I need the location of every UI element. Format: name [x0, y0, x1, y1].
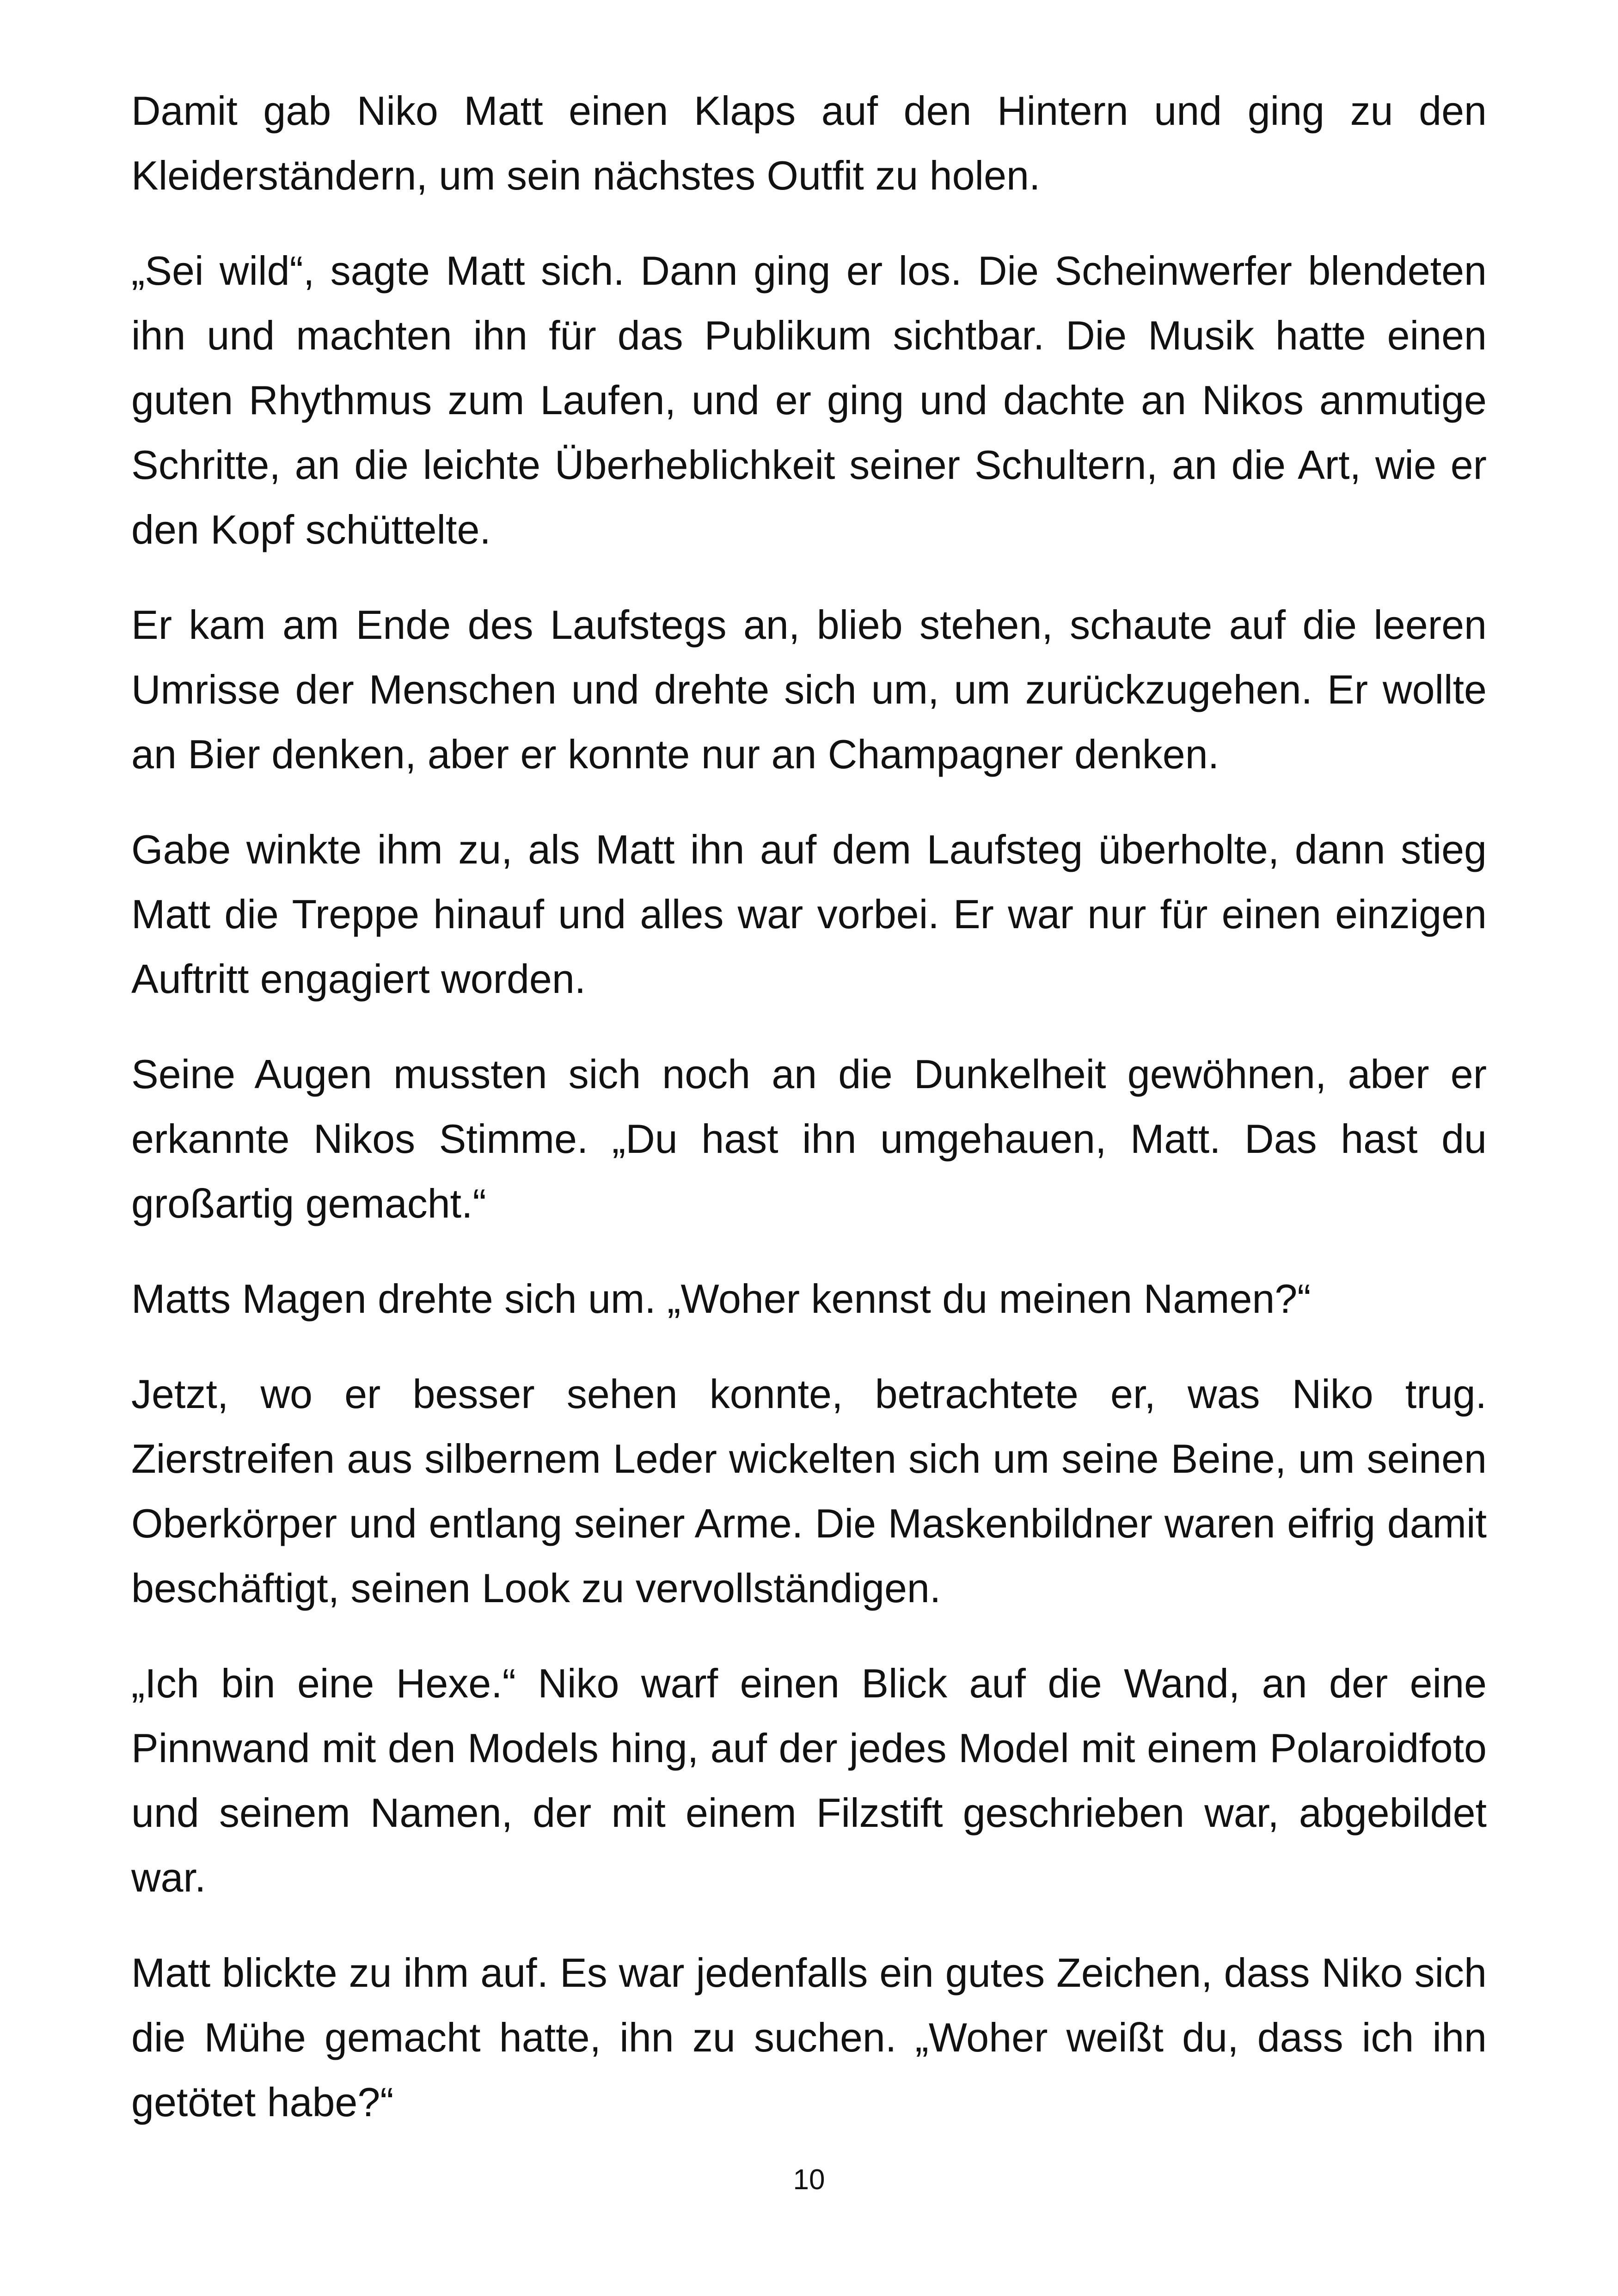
paragraph-2: „Sei wild“, sagte Matt sich. Dann ging er los. Die Scheinwerfer blendeten ihn und machten ihn für das Publikum sichtbar. Die Musik hatte einen guten Rhythmus zum Laufen, und er ging und dachte an Nikos anmutige Schritte, an die leichte Überheblichkeit seiner Schultern, an die Art, wie er den Kopf schüttelte.: [131, 248, 1487, 552]
paragraph-3: Er kam am Ende des Laufstegs an, blieb stehen, schaute auf die leeren Umrisse der Menschen und drehte sich um, um zurückzugehen. Er wollte an Bier denken, aber er konnte nur an Champagner denken.: [131, 602, 1487, 777]
paragraph-6: Matts Magen drehte sich um. „Woher kennst du meinen Namen?“: [131, 1276, 1311, 1322]
paragraph-9: Matt blickte zu ihm auf. Es war jedenfalls ein gutes Zeichen, dass Niko sich die Mühe gemacht hatte, ihn zu suchen. „Woher weißt du, dass ich ihn getötet habe?“: [131, 1950, 1487, 2125]
paragraph-7: Jetzt, wo er besser sehen konnte, betrachtete er, was Niko trug. Zierstreifen aus silbernem Leder wickelten sich um seine Beine, um seinen Oberkörper und entlang seiner Arme. Die Maskenbildner waren eifrig damit beschäftigt, seinen Look zu vervollständigen.: [131, 1371, 1487, 1611]
body-text: [131, 79, 1487, 2165]
paragraph-8: „Ich bin eine Hexe.“ Niko warf einen Blick auf die Wand, an der eine Pinnwand mit den Models hing, auf der jedes Model mit einem Polaroidfoto und seinem Namen, der mit einem Filzstift geschrieben war, abgebildet war.: [131, 1660, 1487, 1900]
paragraph-1: Damit gab Niko Matt einen Klaps auf den Hintern und ging zu den Kleiderständern, um sein nächstes Outfit zu holen.: [131, 88, 1487, 198]
page-number: 10: [793, 2164, 825, 2196]
paragraph-4: Gabe winkte ihm zu, als Matt ihn auf dem Laufsteg überholte, dann stieg Matt die Treppe hinauf und alles war vorbei. Er war nur für einen einzigen Auftritt engagiert worden.: [131, 827, 1487, 1002]
paragraph-5: Seine Augen mussten sich noch an die Dunkelheit gewöhnen, aber er erkannte Nikos Stimme. „Du hast ihn umgehauen, Matt. Das hast du großartig gemacht.“: [131, 1051, 1487, 1226]
